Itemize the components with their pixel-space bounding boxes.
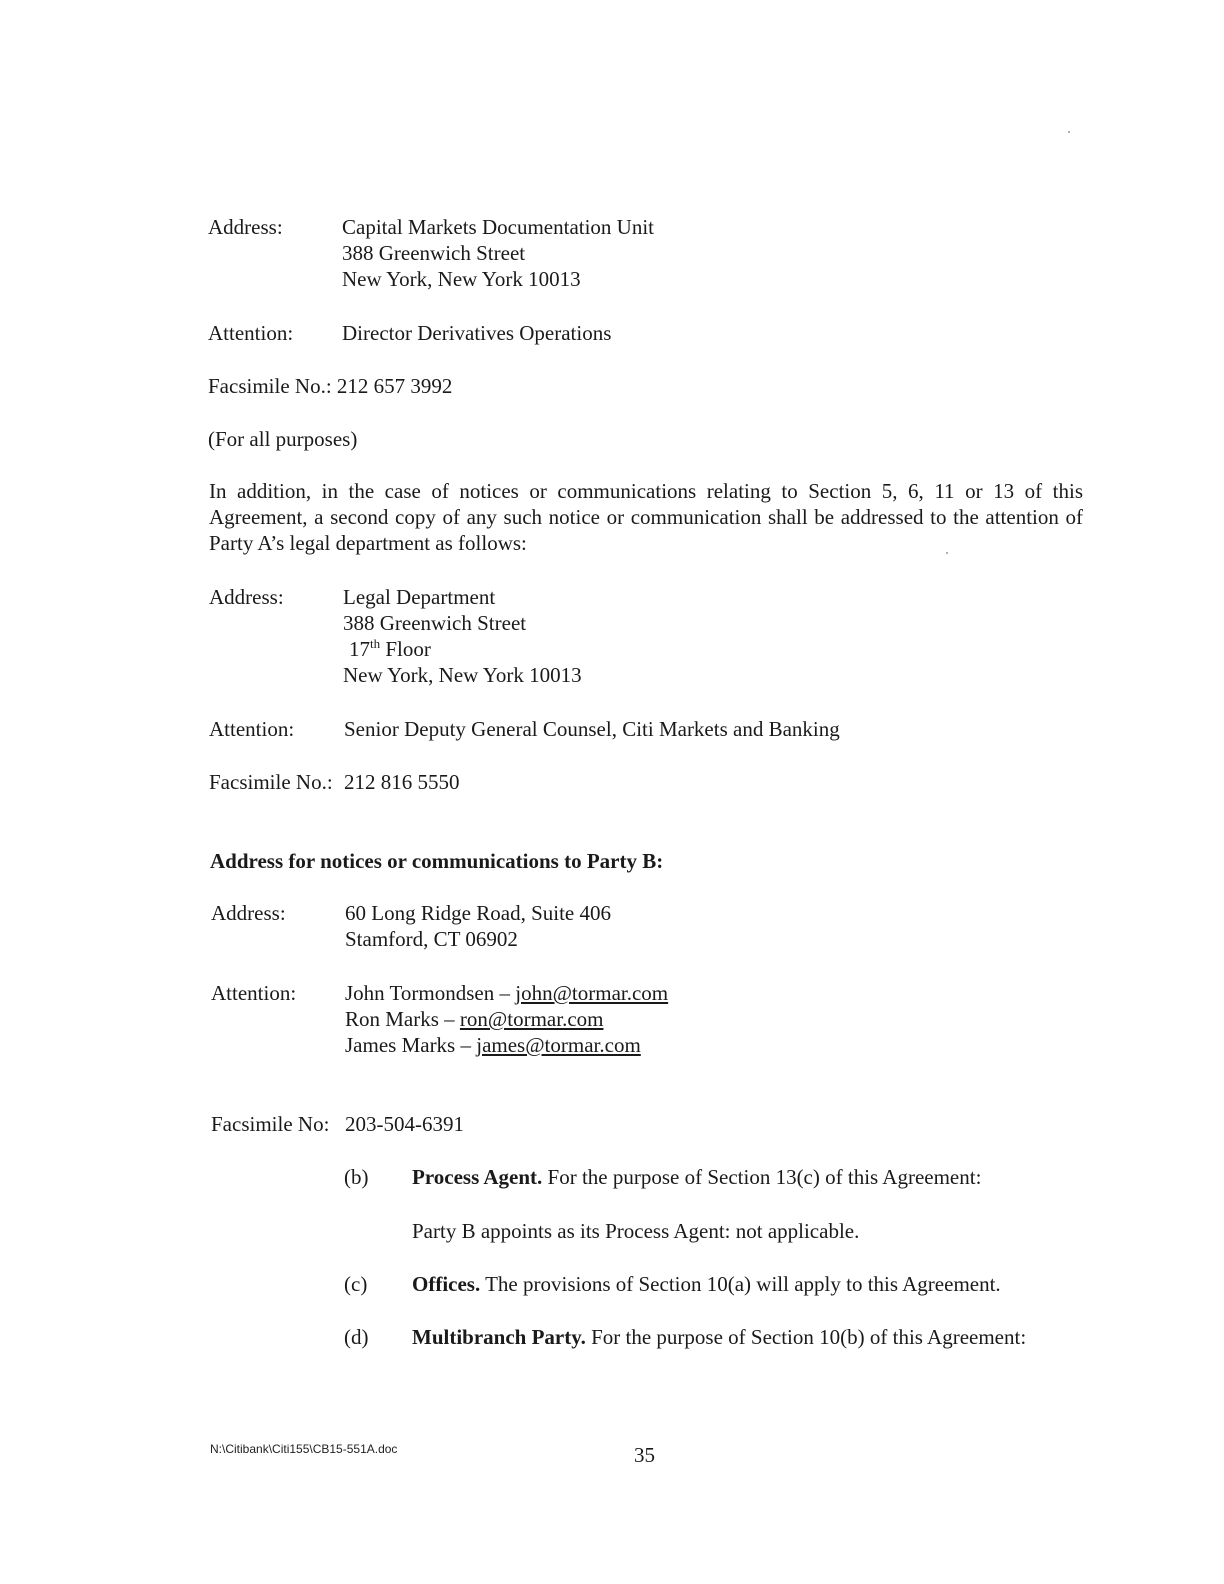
section-letter-c: (c) <box>344 1272 368 1296</box>
party-b-contacts <box>345 980 668 1058</box>
purpose-note: (For all purposes) <box>208 427 358 451</box>
address-line: 388 Greenwich Street <box>342 241 526 265</box>
section-offices <box>412 1271 1001 1297</box>
footer-file-path: N:\Citibank\Citi155\CB15-551A.doc <box>210 1442 398 1456</box>
address-line: Legal Department <box>343 585 496 609</box>
attention-value: Director Derivatives Operations <box>342 321 612 345</box>
contact-name: James Marks <box>345 1033 456 1057</box>
scan-speck <box>946 552 948 554</box>
contact-line <box>345 980 668 1006</box>
facsimile-label: Facsimile No.: <box>208 374 332 398</box>
contact-email-link[interactable]: john@tormar.com <box>515 981 669 1005</box>
section-title: Process Agent. <box>412 1165 543 1189</box>
party-b-attention-label: Attention: <box>211 981 297 1005</box>
address-line-floor <box>343 636 582 662</box>
facsimile-number: 212 657 3992 <box>336 374 453 398</box>
party-b-address-block <box>345 900 611 952</box>
scan-speck <box>1068 131 1070 133</box>
party-b-heading: Address for notices or communications to Party B: <box>210 849 664 873</box>
contact-separator: – <box>494 981 516 1005</box>
contact-separator: – <box>438 1007 460 1031</box>
section-letter-d: (d) <box>344 1325 369 1349</box>
section-process-agent <box>412 1164 981 1190</box>
party-b-facsimile-number: 203-504-6391 <box>345 1112 464 1136</box>
process-agent-appointment: Party B appoints as its Process Agent: not applicable. <box>412 1219 860 1243</box>
address-line: 60 Long Ridge Road, Suite 406 <box>345 901 611 925</box>
section-text: For the purpose of Section 13(c) of this Agreement: <box>542 1165 982 1189</box>
floor-word: Floor <box>385 637 431 661</box>
address-block <box>342 214 654 292</box>
contact-name: John Tormondsen <box>345 981 495 1005</box>
address-line: Stamford, CT 06902 <box>345 927 518 951</box>
legal-attention-label: Attention: <box>209 717 295 741</box>
floor-suffix: th <box>370 636 381 651</box>
facsimile-line <box>208 373 452 399</box>
attention-label: Attention: <box>208 321 294 345</box>
contact-separator: – <box>455 1033 477 1057</box>
contact-email-link[interactable]: ron@tormar.com <box>459 1007 604 1031</box>
legal-address-label: Address: <box>209 585 284 609</box>
section-multibranch-party <box>412 1324 1026 1350</box>
section-title: Offices. <box>412 1272 481 1296</box>
addition-paragraph: In addition, in the case of notices or communications relating to Section 5, 6, 11 or 13 of this Agreement, a second copy of any such notice or communication shall be addressed to the attention of Party A’s legal department as follows: <box>209 479 1083 555</box>
address-line: New York, New York 10013 <box>342 267 581 291</box>
party-b-address-label: Address: <box>211 901 286 925</box>
section-text: For the purpose of Section 10(b) of this Agreement: <box>585 1325 1027 1349</box>
party-b-facsimile-label: Facsimile No: <box>211 1112 330 1136</box>
floor-number: 17 <box>349 637 370 661</box>
legal-facsimile-number: 212 816 5550 <box>344 770 460 794</box>
address-line: New York, New York 10013 <box>343 663 582 687</box>
contact-line <box>345 1006 668 1032</box>
section-title: Multibranch Party. <box>412 1325 586 1349</box>
contact-email-link[interactable]: james@tormar.com <box>476 1033 641 1057</box>
legal-attention-value: Senior Deputy General Counsel, Citi Markets and Banking <box>344 717 840 741</box>
contact-name: Ron Marks <box>345 1007 439 1031</box>
section-letter-b: (b) <box>344 1165 369 1189</box>
page-number: 35 <box>634 1443 655 1467</box>
legal-facsimile-label: Facsimile No.: <box>209 770 333 794</box>
address-line: Capital Markets Documentation Unit <box>342 215 655 239</box>
contact-line <box>345 1032 668 1058</box>
address-line: 388 Greenwich Street <box>343 611 527 635</box>
section-text: The provisions of Section 10(a) will apply to this Agreement. <box>480 1272 1001 1296</box>
address-label: Address: <box>208 215 283 239</box>
legal-address-block <box>343 584 582 688</box>
